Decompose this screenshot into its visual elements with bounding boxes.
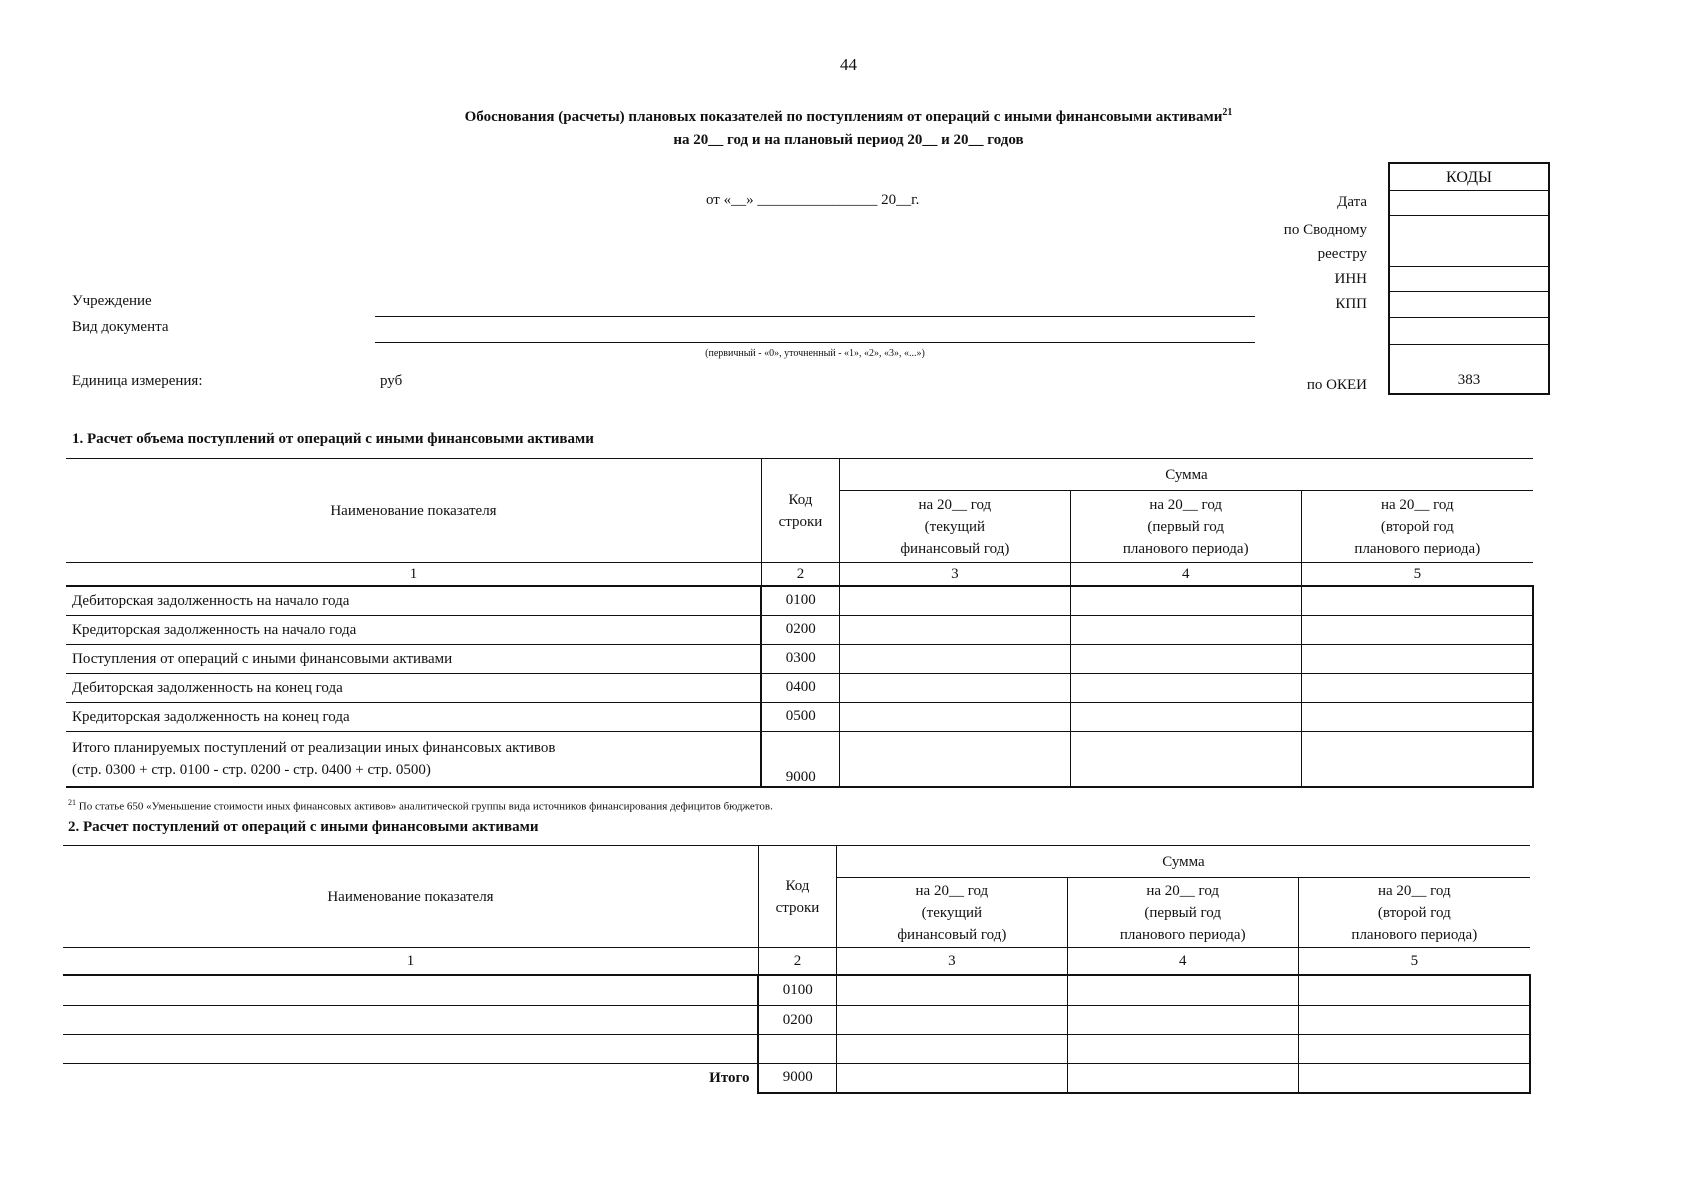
value-cell[interactable] [839,673,1070,702]
header-col3-l3: финансовый год) [900,540,1010,557]
unit-value: руб [380,373,403,389]
document-title [0,107,1697,126]
table-row-total [66,731,1533,787]
total-name-l1: Итого планируемых поступлений от реализации иных финансовых активов [72,739,556,756]
table-row [66,586,1533,615]
footnote-ref: 21 [68,798,76,807]
row-name: Кредиторская задолженность на начало года [66,615,761,644]
row-name: Дебиторская задолженность на начало года [66,586,761,615]
header-sum: Сумма [836,846,1530,878]
section2-table [63,845,1531,1094]
value-cell[interactable] [1070,702,1301,731]
row-code: 0400 [761,673,839,702]
page-number: 44 [840,55,857,74]
total-label: Итого [709,1069,750,1086]
header-code-l2: строки [778,513,823,530]
header-col5-l1: на 20__ год [1380,496,1454,513]
value-cell[interactable] [1301,615,1533,644]
colnum-5: 5 [1301,563,1533,587]
institution-label: Учреждение [72,293,152,309]
header-col4-l3: планового периода) [1119,926,1246,943]
value-cell[interactable] [839,615,1070,644]
header-col4-l1: на 20__ год [1146,882,1220,899]
table-row [66,615,1533,644]
codes-header: КОДЫ [1390,164,1548,191]
section1-table [66,458,1534,788]
value-cell[interactable] [836,1006,1067,1035]
value-cell[interactable] [1067,1006,1298,1035]
date-line: от «__» ________________ 20__г. [706,192,920,208]
header-col3 [836,878,1067,948]
colnum-3: 3 [839,563,1070,587]
codes-label-inn: ИНН [1334,271,1367,287]
table-row [63,975,1530,1006]
header-col3 [839,491,1070,563]
row-code: 0300 [761,644,839,673]
header-col4-l1: на 20__ год [1149,496,1223,513]
total-name [66,731,761,787]
value-cell[interactable] [1070,673,1301,702]
colnum-1: 1 [63,948,758,975]
row-code [758,1035,836,1064]
codes-label-registry-1: по Сводному [1283,222,1367,238]
value-cell[interactable] [1298,1064,1530,1093]
table-row-total [63,1064,1530,1093]
code-cell-date[interactable] [1390,191,1548,216]
footnote [68,798,773,813]
codes-label-registry-2: реестру [1317,246,1367,262]
value-cell[interactable] [1301,731,1533,787]
unit-label: Единица измерения: [72,373,203,389]
value-cell[interactable] [1070,731,1301,787]
codes-label-date: Дата [1337,194,1367,210]
header-sum: Сумма [839,459,1533,491]
value-cell[interactable] [836,1035,1067,1064]
institution-field[interactable] [375,316,1255,317]
row-code: 0100 [758,975,836,1006]
row-code: 0500 [761,702,839,731]
colnum-5: 5 [1298,948,1530,975]
colnum-1: 1 [66,563,761,587]
total-code: 9000 [761,731,839,787]
row-name[interactable] [63,1035,758,1064]
row-code: 0200 [761,615,839,644]
table-row [63,1006,1530,1035]
code-cell-kpp[interactable] [1390,292,1548,318]
header-code-l1: Код [785,877,810,894]
section2-title: 2. Расчет поступлений от операций с иными финансовыми активами [68,819,539,835]
value-cell[interactable] [1298,975,1530,1006]
header-name: Наименование показателя [66,459,761,563]
value-cell[interactable] [839,702,1070,731]
header-col5-l3: планового периода) [1354,540,1481,557]
value-cell[interactable] [836,975,1067,1006]
table-row [66,702,1533,731]
header-col5 [1301,491,1533,563]
header-code [761,459,839,563]
table-row [66,644,1533,673]
value-cell[interactable] [1301,673,1533,702]
row-name[interactable] [63,975,758,1006]
row-code: 0100 [761,586,839,615]
table-row [66,673,1533,702]
header-col5-l2: (второй год [1380,518,1454,535]
header-col4-l3: планового периода) [1122,540,1249,557]
value-cell[interactable] [1301,586,1533,615]
header-col4-l2: (первый год [1147,518,1224,535]
header-code-l1: Код [788,491,813,508]
section1-title: 1. Расчет объема поступлений от операций с иными финансовыми активами [72,431,594,447]
header-col5-l1: на 20__ год [1377,882,1451,899]
code-cell-doc-type[interactable] [1390,318,1548,345]
header-col4 [1067,878,1298,948]
colnum-4: 4 [1070,563,1301,587]
doc-type-label: Вид документа [72,319,169,335]
header-col4-l2: (первый год [1144,904,1221,921]
header-col3-l1: на 20__ год [918,496,992,513]
code-cell-inn[interactable] [1390,267,1548,292]
value-cell[interactable] [839,586,1070,615]
value-cell[interactable] [1298,1006,1530,1035]
value-cell[interactable] [1298,1035,1530,1064]
doc-type-hint: (первичный - «0», уточненный - «1», «2», «3», «...») [705,348,925,359]
header-col5 [1298,878,1530,948]
row-name: Поступления от операций с иными финансовыми активами [66,644,761,673]
codes-box [1388,162,1550,395]
value-cell[interactable] [1067,1064,1298,1093]
header-col3-l2: (текущий [924,518,986,535]
value-cell[interactable] [1067,975,1298,1006]
total-code: 9000 [758,1064,836,1093]
header-code-l2: строки [775,899,820,916]
header-name: Наименование показателя [63,846,758,948]
header-code [758,846,836,948]
doc-type-field[interactable] [375,342,1255,343]
title-line2: на 20__ год и на плановый период 20__ и 20__ годов [673,132,1024,148]
codes-label-okei: по ОКЕИ [1306,377,1367,393]
value-cell[interactable] [1067,1035,1298,1064]
title-line1: Обоснования (расчеты) плановых показателей по поступлениям от операций с иными финансовыми активами [464,109,1223,125]
colnum-2: 2 [758,948,836,975]
value-cell[interactable] [1070,586,1301,615]
header-col3-l2: (текущий [921,904,983,921]
table-row [63,1035,1530,1064]
header-col5-l2: (второй год [1377,904,1451,921]
row-name: Кредиторская задолженность на конец года [66,702,761,731]
row-code: 0200 [758,1006,836,1035]
value-cell[interactable] [1070,644,1301,673]
header-col5-l3: планового периода) [1351,926,1478,943]
title-footnote-ref: 21 [1222,107,1233,118]
header-col3-l1: на 20__ год [915,882,989,899]
colnum-4: 4 [1067,948,1298,975]
value-cell[interactable] [1301,644,1533,673]
header-col3-l3: финансовый год) [897,926,1007,943]
code-cell-registry[interactable] [1390,216,1548,267]
code-cell-okei: 383 [1457,372,1481,388]
row-name[interactable] [63,1006,758,1035]
header-col4 [1070,491,1301,563]
value-cell[interactable] [1301,702,1533,731]
value-cell[interactable] [839,644,1070,673]
value-cell[interactable] [1070,615,1301,644]
colnum-3: 3 [836,948,1067,975]
codes-label-kpp: КПП [1335,296,1367,312]
value-cell[interactable] [836,1064,1067,1093]
footnote-text: По статье 650 «Уменьшение стоимости иных финансовых активов» аналитической группы вида источников финансирования дефицитов бюджетов. [76,800,773,813]
row-name: Дебиторская задолженность на конец года [66,673,761,702]
colnum-2: 2 [761,563,839,587]
value-cell[interactable] [839,731,1070,787]
total-name-l2: (стр. 0300 + стр. 0100 - стр. 0200 - стр. 0400 + стр. 0500) [72,761,431,778]
